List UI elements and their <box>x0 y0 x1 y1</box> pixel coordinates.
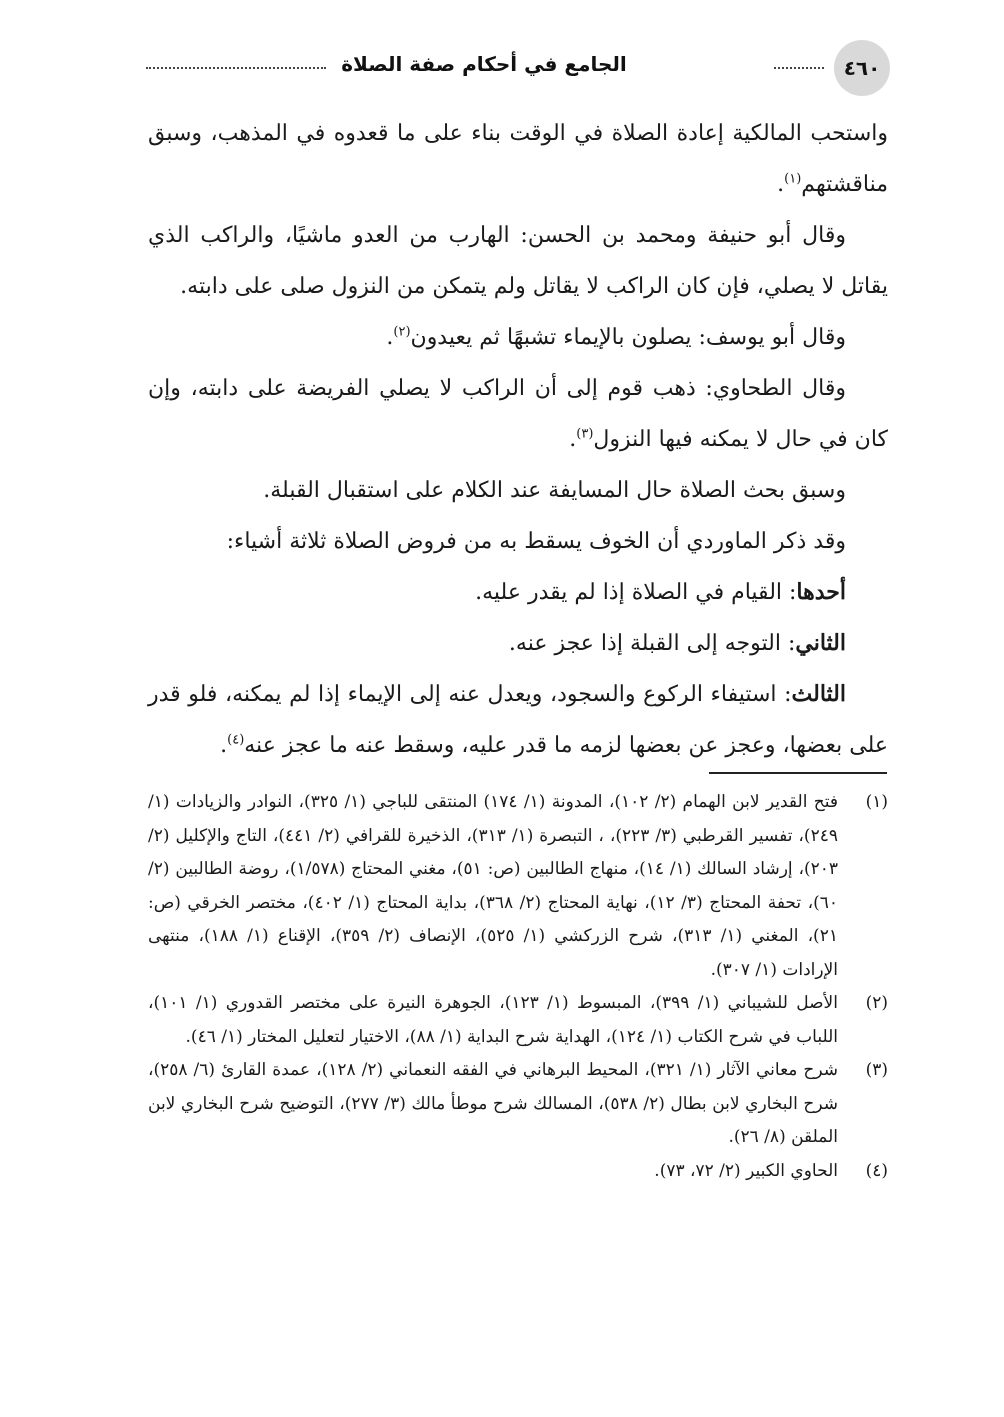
footnote-separator <box>709 772 887 774</box>
list-label: الثالث <box>791 681 846 707</box>
footnote: (٢) الأصل للشيباني (١/ ٣٩٩)، المبسوط (١/ ١٢٣)، الجوهرة النيرة على مختصر القدوري (١/ ١٠١)، اللباب في شرح الكتاب (١/ ١٢٤)، الهداية شرح البداية (١/ ٨٨)، الاختيار لتعليل المختار (١/ ٤٦). <box>148 987 888 1054</box>
book-title: الجامع في أحكام صفة الصلاة <box>341 52 627 76</box>
paragraph: وسبق بحث الصلاة حال المسايفة عند الكلام على استقبال القبلة. <box>263 478 846 503</box>
footnote: (٤) الحاوي الكبير (٢/ ٧٢، ٧٣). <box>148 1155 888 1189</box>
footnotes <box>148 786 888 1188</box>
paragraph: واستحب المالكية إعادة الصلاة في الوقت بناء على ما قعدوه في المذهب، وسبق مناقشتهم$^{(١)}$. <box>148 121 888 197</box>
page-number-badge: ٤٦٠ <box>834 40 890 96</box>
footnote-number: (٤) <box>865 1160 888 1181</box>
list-label: أحدها <box>796 579 846 605</box>
footnote: (٣) شرح معاني الآثار (١/ ٣٢١)، المحيط البرهاني في الفقه النعماني (٢/ ١٢٨)، عمدة القارئ (٦/ ٢٥٨)، شرح البخاري لابن بطال (٢/ ٥٣٨)، المسالك شرح موطأ مالك (٣/ ٢٧٧)، التوضيح شرح البخاري لابن الملقن (٨/ ٢٦). <box>148 1054 888 1155</box>
footnote-number: (٣) <box>865 1060 888 1080</box>
list-label: الثاني <box>795 630 846 656</box>
footnote-number: (٢) <box>865 993 888 1013</box>
footnote-number: (١) <box>865 792 888 812</box>
footnote: (١) فتح القدير لابن الهمام (٢/ ١٠٢)، المدونة (١/ ١٧٤) المنتقى للباجي (١/ ٣٢٥)، النوادر والزيادات (١/ ٢٤٩)، تفسير القرطبي (٣/ ٢٢٣)، ، التبصرة (١/ ٣١٣)، الذخيرة للقرافي (٢/ ٤٤١)، التاج والإكليل (٢/ ٢٠٣)، إرشاد السالك (١/ ١٤)، منهاج الطالبين (ص: ٥١)، مغني المحتاج (١/٥٧٨)، روضة الطالبين (٢/ ٦٠)، تحفة المحتاج (٣/ ١٢)، نهاية المحتاج (٢/ ٣٦٨)، بداية المحتاج (١/ ٤٠٢)، مختصر الخرقي (ص: ٢١)، المغني (١/ ٣١٣)، شرح الزركشي (١/ ٥٢٥)، الإنصاف (٢/ ٣٥٩)، الإقناع (١/ ١٨٨)، منتهى الإرادات (١/ ٣٠٧). <box>148 786 888 987</box>
paragraph: وقال أبو يوسف: يصلون بالإيماء تشبهًا ثم يعيدون$^{(٢)}$. <box>386 324 846 350</box>
footnote-ref[interactable]: (٤) <box>227 732 245 748</box>
header-dotted-rule-right <box>774 67 824 69</box>
footnote-ref[interactable]: (٢) <box>393 324 411 340</box>
paragraph: أحدها: القيام في الصلاة إذا لم يقدر عليه. <box>475 579 846 605</box>
footnote-ref[interactable]: (٣) <box>576 426 594 442</box>
paragraph: وقد ذكر الماوردي أن الخوف يسقط به من فروض الصلاة ثلاثة أشياء: <box>226 529 846 554</box>
paragraph: الثاني: التوجه إلى القبلة إذا عجز عنه. <box>508 630 846 656</box>
paragraph: وقال الطحاوي: ذهب قوم إلى أن الراكب لا يصلي الفريضة على دابته، وإن كان في حال لا يمكنه فيها النزول$^{(٣)}$. <box>148 376 888 452</box>
paragraph: الثالث: استيفاء الركوع والسجود، ويعدل عنه إلى الإيماء إذا لم يمكنه، فلو قدر على بعضها، وعجز عن بعضها لزمه ما قدر عليه، وسقط عنه ما عجز عنه$^{(٤)}$. <box>148 681 888 758</box>
paragraph: وقال أبو حنيفة ومحمد بن الحسن: الهارب من العدو ماشيًا، والراكب الذي يقاتل لا يصلي، فإن كان الراكب لا يقاتل ولم يتمكن من النزول صلى على دابته. <box>148 223 888 299</box>
footnote-ref[interactable]: (١) <box>784 171 802 187</box>
page-header <box>146 40 890 96</box>
main-text <box>148 108 888 771</box>
header-dotted-rule-left <box>146 67 326 69</box>
